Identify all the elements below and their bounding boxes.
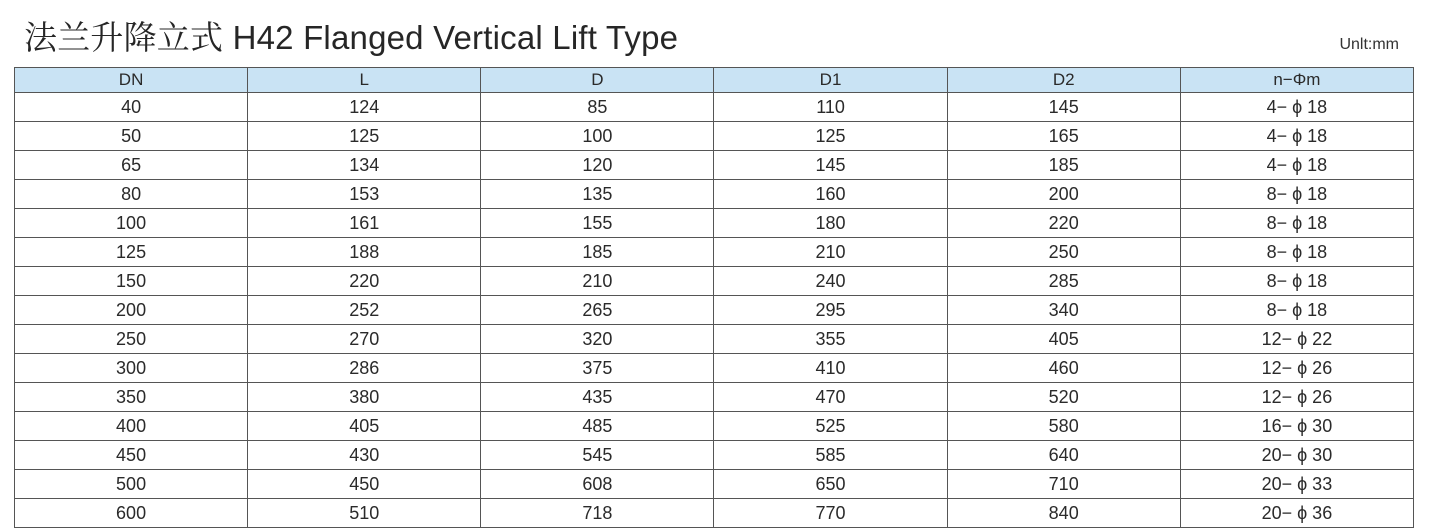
cell-dn: 200: [15, 296, 248, 325]
cell-d1: 650: [714, 470, 947, 499]
cell-dn: 300: [15, 354, 248, 383]
cell-bolt-holes: 12− ϕ 26: [1180, 354, 1413, 383]
cell-d: 435: [481, 383, 714, 412]
cell-d2: 640: [947, 441, 1180, 470]
cell-d2: 710: [947, 470, 1180, 499]
cell-l: 286: [248, 354, 481, 383]
cell-bolt-holes: 4− ϕ 18: [1180, 122, 1413, 151]
cell-bolt-holes: 8− ϕ 18: [1180, 238, 1413, 267]
table-row: [15, 296, 1414, 325]
cell-dn: 450: [15, 441, 248, 470]
cell-bolt-holes: 20− ϕ 30: [1180, 441, 1413, 470]
cell-d: 210: [481, 267, 714, 296]
cell-l: 124: [248, 93, 481, 122]
page-title: 法兰升降立式 H42 Flanged Vertical Lift Type: [24, 19, 679, 56]
cell-bolt-holes: 8− ϕ 18: [1180, 180, 1413, 209]
cell-d: 718: [481, 499, 714, 528]
cell-d: 185: [481, 238, 714, 267]
cell-bolt-holes: 12− ϕ 26: [1180, 383, 1413, 412]
cell-d: 100: [481, 122, 714, 151]
cell-l: 188: [248, 238, 481, 267]
cell-bolt-holes: 8− ϕ 18: [1180, 209, 1413, 238]
column-header-d: D: [481, 68, 714, 93]
cell-d2: 580: [947, 412, 1180, 441]
cell-bolt-holes: 8− ϕ 18: [1180, 267, 1413, 296]
cell-d2: 200: [947, 180, 1180, 209]
cell-l: 134: [248, 151, 481, 180]
cell-d2: 185: [947, 151, 1180, 180]
cell-dn: 40: [15, 93, 248, 122]
cell-d: 320: [481, 325, 714, 354]
cell-d1: 525: [714, 412, 947, 441]
cell-d: 375: [481, 354, 714, 383]
cell-bolt-holes: 4− ϕ 18: [1180, 93, 1413, 122]
cell-d1: 145: [714, 151, 947, 180]
cell-dn: 250: [15, 325, 248, 354]
cell-dn: 50: [15, 122, 248, 151]
cell-d: 545: [481, 441, 714, 470]
cell-d2: 340: [947, 296, 1180, 325]
cell-bolt-holes: 20− ϕ 33: [1180, 470, 1413, 499]
cell-d: 265: [481, 296, 714, 325]
cell-l: 153: [248, 180, 481, 209]
cell-bolt-holes: 20− ϕ 36: [1180, 499, 1413, 528]
cell-l: 252: [248, 296, 481, 325]
table-row: [15, 383, 1414, 412]
cell-d1: 585: [714, 441, 947, 470]
cell-d1: 240: [714, 267, 947, 296]
cell-d2: 165: [947, 122, 1180, 151]
table-row: [15, 122, 1414, 151]
cell-d1: 770: [714, 499, 947, 528]
cell-l: 510: [248, 499, 481, 528]
cell-d2: 285: [947, 267, 1180, 296]
cell-bolt-holes: 8− ϕ 18: [1180, 296, 1413, 325]
cell-d1: 410: [714, 354, 947, 383]
table-row: [15, 267, 1414, 296]
table-body: [15, 93, 1414, 528]
cell-d2: 145: [947, 93, 1180, 122]
cell-d1: 180: [714, 209, 947, 238]
cell-dn: 400: [15, 412, 248, 441]
cell-dn: 65: [15, 151, 248, 180]
cell-dn: 500: [15, 470, 248, 499]
cell-d: 85: [481, 93, 714, 122]
column-header-d2: D2: [947, 68, 1180, 93]
cell-d1: 470: [714, 383, 947, 412]
table-row: [15, 441, 1414, 470]
cell-l: 405: [248, 412, 481, 441]
cell-d: 135: [481, 180, 714, 209]
cell-d1: 355: [714, 325, 947, 354]
cell-dn: 600: [15, 499, 248, 528]
dimensions-table: [14, 67, 1414, 528]
cell-d: 608: [481, 470, 714, 499]
table-row: [15, 238, 1414, 267]
cell-d1: 160: [714, 180, 947, 209]
cell-d2: 250: [947, 238, 1180, 267]
unit-label: Unlt:mm: [1339, 36, 1399, 53]
cell-d2: 220: [947, 209, 1180, 238]
cell-l: 161: [248, 209, 481, 238]
cell-d1: 125: [714, 122, 947, 151]
cell-l: 450: [248, 470, 481, 499]
cell-dn: 80: [15, 180, 248, 209]
column-header-d1: D1: [714, 68, 947, 93]
cell-dn: 125: [15, 238, 248, 267]
cell-d1: 110: [714, 93, 947, 122]
cell-d2: 460: [947, 354, 1180, 383]
cell-d: 485: [481, 412, 714, 441]
table-row: [15, 499, 1414, 528]
column-header-l: L: [248, 68, 481, 93]
table-row: [15, 325, 1414, 354]
cell-d2: 405: [947, 325, 1180, 354]
cell-d2: 840: [947, 499, 1180, 528]
cell-l: 125: [248, 122, 481, 151]
cell-d1: 295: [714, 296, 947, 325]
cell-l: 220: [248, 267, 481, 296]
cell-dn: 150: [15, 267, 248, 296]
cell-dn: 350: [15, 383, 248, 412]
column-header-bolt-holes: n−Φm: [1180, 68, 1413, 93]
table-row: [15, 412, 1414, 441]
cell-bolt-holes: 4− ϕ 18: [1180, 151, 1413, 180]
cell-l: 380: [248, 383, 481, 412]
table-row: [15, 180, 1414, 209]
table-header-row: [15, 68, 1414, 93]
cell-dn: 100: [15, 209, 248, 238]
cell-d2: 520: [947, 383, 1180, 412]
cell-l: 270: [248, 325, 481, 354]
cell-bolt-holes: 16− ϕ 30: [1180, 412, 1413, 441]
column-header-dn: DN: [15, 68, 248, 93]
table-row: [15, 470, 1414, 499]
cell-l: 430: [248, 441, 481, 470]
table-row: [15, 93, 1414, 122]
cell-d: 120: [481, 151, 714, 180]
table-row: [15, 151, 1414, 180]
cell-d: 155: [481, 209, 714, 238]
table-row: [15, 354, 1414, 383]
table-row: [15, 209, 1414, 238]
cell-d1: 210: [714, 238, 947, 267]
cell-bolt-holes: 12− ϕ 22: [1180, 325, 1413, 354]
